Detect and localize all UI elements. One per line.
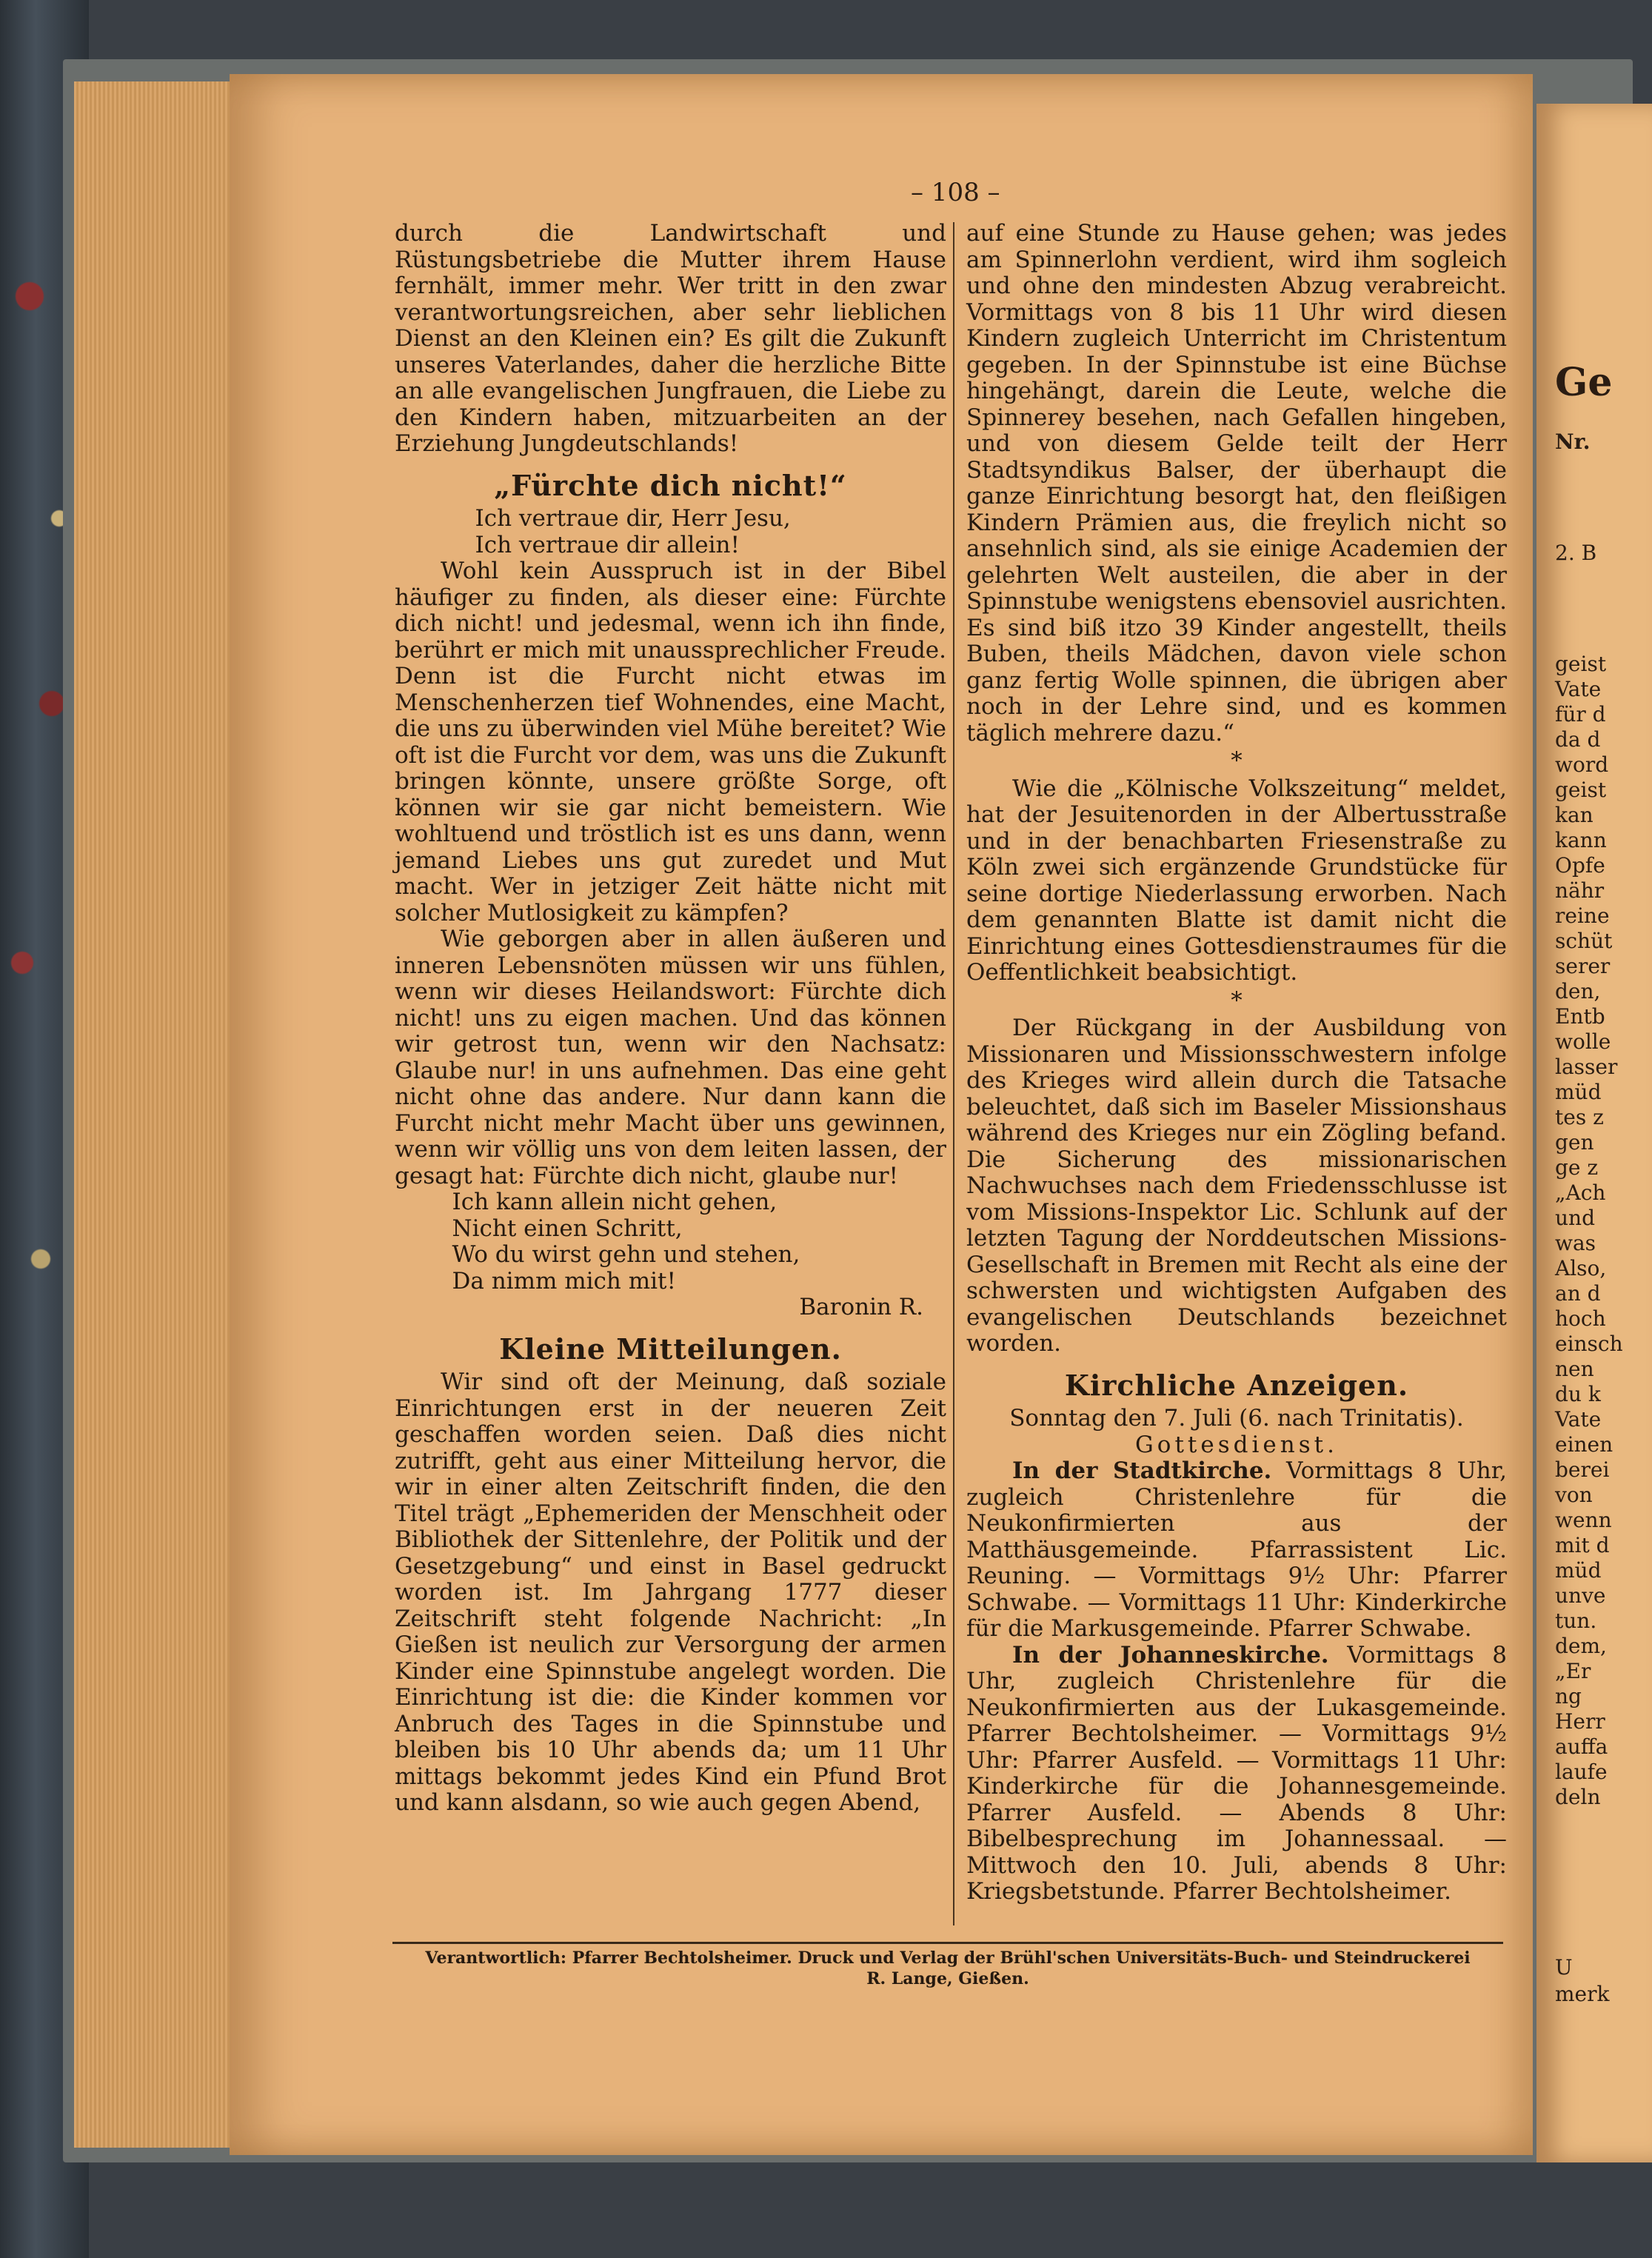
- next-page-text-fragment: „Ach: [1555, 1180, 1606, 1205]
- church-name: In der Stadtkirche.: [1012, 1457, 1272, 1484]
- article-paragraph: Wohl kein Ausspruch ist in der Bibel häufiger zu finden, als dieser eine: Fürchte dich nicht! und jedesmal, wenn ich ihn finde, berührt er mich mit unaussprechlicher Freude. Denn ist die Furcht nicht etwas im Menschenherzen tief Wohnendes, eine Macht, die uns zu überwinden viel Mühe bereitet? Wie oft ist die Furcht vor dem, was uns die Zukunft bringen könnte, unsere größte Sorge, oft können wir sie gar nicht bemeistern. Wie wohltuend und tröstlich ist es uns dann, wenn jemand Liebes uns gut zuredet und Mut macht. Wer in jetziger Zeit hätte nicht mit solcher Mutlosigkeit zu kämpfen?: [395, 558, 946, 926]
- next-page-text-fragment: kan: [1555, 803, 1594, 827]
- next-page-text-fragment: geist: [1555, 778, 1607, 802]
- next-page-text-fragment: Nr.: [1555, 430, 1591, 454]
- imprint-line: R. Lange, Gießen.: [866, 1969, 1029, 1988]
- next-page-text-fragment: reine: [1555, 903, 1610, 928]
- footer-rule: [392, 1942, 1503, 1944]
- next-page-text-fragment: unve: [1555, 1583, 1606, 1608]
- next-page-text-fragment: den,: [1555, 979, 1601, 1003]
- next-page-text-fragment: tes z: [1555, 1105, 1604, 1129]
- next-page-text-fragment: du k: [1555, 1382, 1601, 1406]
- next-page-text-fragment: nen: [1555, 1357, 1594, 1381]
- next-page-text-fragment: was: [1555, 1231, 1596, 1255]
- next-page-text-fragment: einsch: [1555, 1332, 1623, 1356]
- next-page-text-fragment: gen: [1555, 1130, 1594, 1155]
- poem-line: Da nimm mich mit!: [452, 1267, 676, 1295]
- page-number: – 108 –: [911, 178, 1000, 207]
- section-title: Kirchliche Anzeigen.: [1064, 1368, 1409, 1402]
- next-page-text-fragment: an d: [1555, 1281, 1601, 1306]
- news-paragraph: Wie die „Kölnische Volkszeitung“ meldet, hat der Jesuitenorden in der Albertusstraße und in der benachbarten Friesenstraße zu Köln zwei sich ergänzende Grundstücke für seine dortige Niederlassung erworben. Nach dem genannten Blatte ist damit nicht die Einrichtung eines Gottesdienstraumes für die Oeffentlichkeit beabsichtigt.: [966, 775, 1507, 986]
- next-page-text-fragment: auffa: [1555, 1734, 1608, 1759]
- epigraph-line: Ich vertraue dir, Herr Jesu,: [475, 505, 791, 532]
- page-block-edges: [74, 81, 237, 2148]
- next-page-text-fragment: Entb: [1555, 1004, 1605, 1029]
- article-paragraph: Wie geborgen aber in allen äußeren und inneren Lebensnöten müssen wir uns fühlen, wenn wir dieses Heilandswort: Fürchte dich nicht! uns zu eigen machen. Und das können wir getrost tun, wenn wir den Nachsatz: Glaube nur! in uns aufnehmen. Das eine geht nicht ohne das andere. Nur dann kann die Furcht nicht mehr Macht über uns gewinnen, wenn wir völlig uns von dem leiten lassen, der gesagt hat: Fürchte dich nicht, glaube nur!: [395, 926, 946, 1189]
- news-paragraph: auf eine Stunde zu Hause gehen; was jedes am Spinnerlohn verdient, wird ihm sogleich und ohne den mindesten Abzug verabreicht. Vormittags von 8 bis 11 Uhr wird diesen Kindern zugleich Unterricht im Christentum gegeben. In der Spinnstube ist eine Büchse hingehängt, darein die Leute, welche die Spinnerey besehen, nach Gefallen hingeben, und von diesem Gelde teilt der Herr Stadtsyndikus Balser, der überhaupt die ganze Einrichtung besorgt hat, den fleißigen Kindern Prämien aus, die freylich nicht so ansehnlich sind, als sie einige Academien der gelehrten Welt austeilen, die aber in der Spinnstube wenigstens ebensoviel ausrichten. Es sind biß itzo 39 Kinder angestellt, theils Buben, theils Mädchen, davon viele schon ganz fertig Wolle spinnen, die übrigen aber noch in der Lehre sind, und es kommen täglich mehrere dazu.“: [966, 220, 1507, 746]
- next-page-text-fragment: schüt: [1555, 929, 1613, 953]
- next-page-text-fragment: deln: [1555, 1785, 1601, 1809]
- next-page-text-fragment: mit d: [1555, 1533, 1610, 1557]
- next-page-text-fragment: word: [1555, 752, 1609, 777]
- next-page-text-fragment: und: [1555, 1206, 1595, 1230]
- church-text: Vormittags 8 Uhr, zugleich Christenlehre für die Neukonfirmierten aus der Lukasgemeinde. Pfarrer Bechtolsheimer. — Vormittags 9½ Uhr: Pfarrer Ausfeld. — Vormittags 11 Uhr: Kinderkirche für die Johannesgemeinde. Pfarrer Ausfeld. — Abends 8 Uhr: Bibelbesprechung im Johannessaal. — Mittwoch den 10. Juli, abends 8 Uhr: Kriegsbetstunde. Pfarrer Bechtolsheimer.: [966, 1641, 1508, 1905]
- next-page-text-fragment: für d: [1555, 702, 1606, 726]
- next-page-text-fragment: dem,: [1555, 1634, 1607, 1658]
- next-page-text-fragment: kann: [1555, 828, 1607, 852]
- next-page-text-fragment: müd: [1555, 1558, 1602, 1583]
- next-page-text-fragment: geist: [1555, 652, 1607, 676]
- news-paragraph: Wir sind oft der Meinung, daß soziale Einrichtungen erst in der neueren Zeit geschaffen worden seien. Daß dies nicht zutrifft, geht aus einer Mitteilung hervor, die wir in einer alten Zeitschrift finden, die den Titel trägt „Ephemeriden der Menschheit oder Bibliothek der Sittenlehre, der Politik und der Gesetzgebung“ und einst in Basel gedruckt worden ist. Im Jahrgang 1777 dieser Zeitschrift steht folgende Nachricht: „In Gießen ist neulich zur Versorgung der armen Kinder eine Spinnstube angelegt worden. Die Einrichtung ist die: die Kinder kommen vor Anbruch des Tages in die Spinnstube und bleiben bis 10 Uhr abends da; um 11 Uhr mittags bekommt jedes Kind ein Pfund Brot und kann alsdann, so wie auch gegen Abend,: [395, 1369, 946, 1816]
- next-page-text-fragment: einen: [1555, 1432, 1613, 1457]
- church-announcement: [966, 1643, 1507, 1905]
- right-column: [966, 221, 1507, 1905]
- column-divider: [953, 222, 954, 1925]
- next-page-text-fragment: berei: [1555, 1457, 1610, 1482]
- next-page-text-fragment: merk: [1555, 1982, 1610, 2006]
- article-title: „Fürchte dich nicht!“: [494, 468, 847, 502]
- epigraph-line: Ich vertraue dir allein!: [475, 531, 740, 558]
- intro-paragraph: durch die Landwirtschaft und Rüstungsbetriebe die Mutter ihrem Hause fernhält, immer mehr. Wer tritt in den zwar verantwortungsreichen, aber sehr lieblichen Dienst an den Kleinen ein? Es gilt die Zukunft unseres Vaterlandes, daher die herzliche Bitte an alle evangelischen Jungfrauen, die Liebe zu den Kindern haben, mitzuarbeiten an der Erziehung Jungdeutschlands!: [395, 220, 946, 457]
- news-paragraph: Der Rückgang in der Ausbildung von Missionaren und Missionsschwestern infolge des Krieges wird allein durch die Tatsache beleuchtet, daß sich im Baseler Missionshaus während des Krieges nur ein Zögling befand. Die Sicherung des missionarischen Nachwuchses nach dem Friedensschlusse ist vom Missions-Inspektor Lic. Schlunk auf der letzten Tagung der Norddeutschen Missions-Gesellschaft in Bremen mit Recht als eine der schwersten und wichtigsten Aufgaben des evangelischen Deutschlands bezeichnet worden.: [966, 1015, 1507, 1357]
- next-page-fragment: [1536, 104, 1652, 2162]
- next-page-text-fragment: serer: [1555, 954, 1611, 978]
- imprint-footer: [392, 1948, 1503, 1989]
- church-name: In der Johanneskirche.: [1012, 1641, 1329, 1669]
- next-page-text-fragment: U: [1555, 1955, 1573, 1980]
- next-page-text-fragment: ng: [1555, 1684, 1582, 1708]
- next-page-text-fragment: wolle: [1555, 1029, 1611, 1054]
- next-page-text-fragment: lasser: [1555, 1055, 1618, 1079]
- next-page-text-fragment: „Er: [1555, 1659, 1591, 1683]
- poem-line: Nicht einen Schritt,: [452, 1215, 683, 1242]
- signature: Baronin R.: [799, 1294, 923, 1320]
- next-page-text-fragment: tun.: [1555, 1609, 1597, 1633]
- next-page-text-fragment: müd: [1555, 1080, 1602, 1104]
- separator-star: *: [1231, 747, 1243, 774]
- next-page-text-fragment: Opfe: [1555, 853, 1605, 878]
- date-line: Sonntag den 7. Juli (6. nach Trinitatis).: [1009, 1405, 1464, 1432]
- next-page-text-fragment: Vate: [1555, 677, 1602, 701]
- service-heading: Gottesdienst.: [1135, 1431, 1338, 1458]
- next-page-text-fragment: da d: [1555, 727, 1601, 752]
- next-page-text-fragment: laufe: [1555, 1760, 1608, 1784]
- poem-line: Wo du wirst gehn und stehen,: [452, 1241, 800, 1268]
- next-page-text-fragment: ge z: [1555, 1155, 1599, 1180]
- section-title: Kleine Mitteilungen.: [499, 1332, 842, 1366]
- church-announcement: [966, 1458, 1507, 1643]
- next-page-text-fragment: Vate: [1555, 1407, 1602, 1432]
- next-page-text-fragment: 2. B: [1555, 541, 1597, 565]
- church-text: Vormittags 8 Uhr, zugleich Christenlehre für die Neukonfirmierten aus der Matthäusgemeinde. Pfarrassistent Lic. Reuning. — Vormittags 9½ Uhr: Pfarrer Schwabe. — Vormittags 11 Uhr: Kinderkirche für die Markusgemeinde. Pfarrer Schwabe.: [966, 1457, 1507, 1642]
- next-page-text-fragment: Herr: [1555, 1709, 1605, 1734]
- next-page-text-fragment: nähr: [1555, 878, 1605, 903]
- separator-star: *: [1231, 986, 1243, 1014]
- imprint-line: Verantwortlich: Pfarrer Bechtolsheimer. Druck und Verlag der Brühl'schen Universitäts-Buch- und Steindruckerei: [425, 1948, 1471, 1968]
- next-page-text-fragment: wenn: [1555, 1508, 1612, 1532]
- left-column: [395, 221, 946, 1817]
- next-page-text-fragment: Ge: [1555, 360, 1613, 405]
- next-page-text-fragment: hoch: [1555, 1306, 1606, 1331]
- poem-line: Ich kann allein nicht gehen,: [452, 1189, 777, 1215]
- next-page-text-fragment: Also,: [1555, 1256, 1607, 1280]
- next-page-text-fragment: von: [1555, 1483, 1593, 1507]
